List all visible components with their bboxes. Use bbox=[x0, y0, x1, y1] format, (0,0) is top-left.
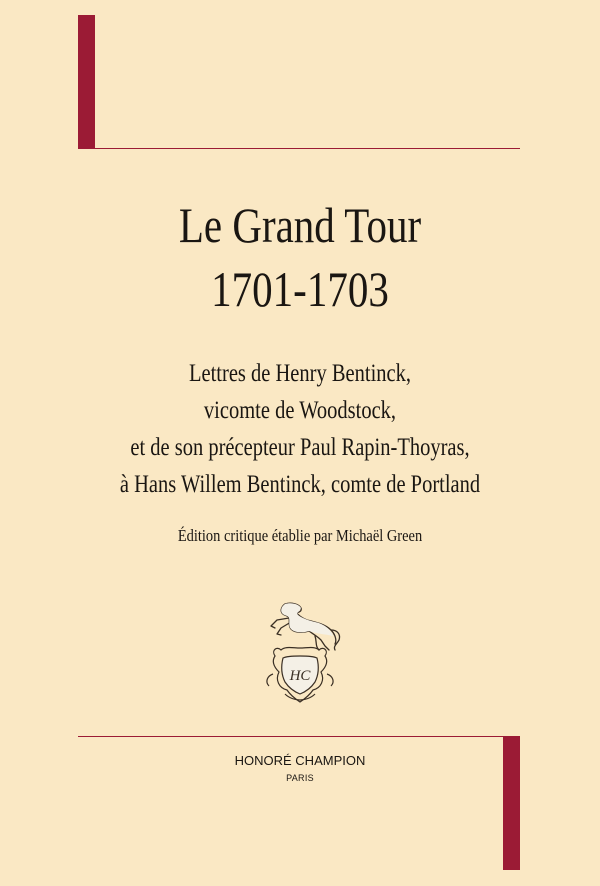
subtitle-line: vicomte de Woodstock, bbox=[203, 397, 397, 424]
subtitle-line: à Hans Willem Bentinck, comte de Portland bbox=[119, 471, 481, 498]
bottom-rule bbox=[78, 736, 503, 737]
subtitle-line: et de son précepteur Paul Rapin-Thoyras, bbox=[130, 434, 470, 461]
top-accent-bar bbox=[78, 15, 95, 149]
book-title: Le Grand Tour bbox=[178, 197, 422, 253]
publisher-city: PARIS bbox=[286, 773, 314, 783]
editor-credit: Édition critique établie par Michaël Green bbox=[177, 526, 423, 545]
subtitle-line: Lettres de Henry Bentinck, bbox=[188, 360, 412, 387]
publisher-name: HONORÉ CHAMPION bbox=[234, 753, 366, 768]
book-subtitle bbox=[54, 355, 546, 503]
book-years: 1701-1703 bbox=[211, 261, 389, 317]
pegasus-emblem-icon bbox=[255, 600, 345, 705]
emblem-monogram: HC bbox=[289, 668, 311, 684]
top-rule bbox=[95, 148, 520, 149]
